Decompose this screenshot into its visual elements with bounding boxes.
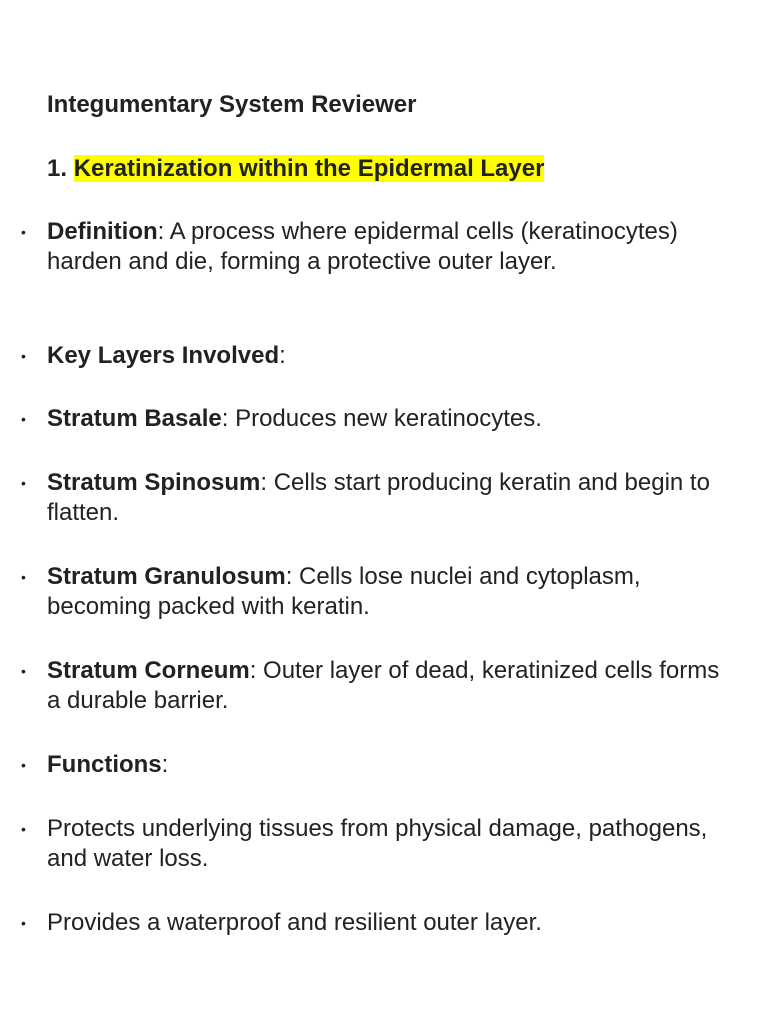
list-item-stratum-corneum [21, 656, 727, 716]
list-item-stratum-basale [21, 404, 727, 434]
list-item-functions [21, 750, 727, 780]
item-text: : [161, 751, 169, 778]
section-heading [47, 154, 544, 184]
item-text: Protects underlying tissues from physical damage, pathogens, and water loss. [47, 815, 708, 872]
bullet-icon: • [21, 411, 26, 427]
item-text: : [279, 342, 286, 369]
bullet-icon: • [21, 475, 26, 491]
section-title-highlighted: Keratinization within the Epidermal Layer [73, 155, 545, 182]
item-term: Stratum Corneum [47, 657, 250, 684]
list-item-definition [21, 217, 727, 277]
bullet-icon: • [21, 821, 26, 837]
bullet-icon: • [21, 224, 26, 240]
document-title: Integumentary System Reviewer [47, 91, 417, 118]
list-item-stratum-spinosum [21, 468, 727, 528]
bullet-icon: • [21, 757, 26, 773]
list-item-stratum-granulosum [21, 562, 727, 622]
item-text: : Produces new keratinocytes. [221, 405, 542, 432]
list-item-protects [21, 814, 727, 874]
bullet-icon: • [21, 915, 26, 931]
item-text: Provides a waterproof and resilient outer layer. [47, 909, 542, 936]
list-item-key-layers [21, 341, 727, 371]
list-item-waterproof [21, 908, 727, 938]
item-term: Stratum Spinosum [47, 469, 261, 496]
bullet-icon: • [21, 663, 26, 679]
bullet-icon: • [21, 348, 26, 364]
item-term: Functions [47, 751, 162, 778]
section-number: 1. [47, 155, 68, 182]
item-text: : Outer layer of dead, keratinized cells forms a durable barrier. [47, 657, 720, 714]
item-text: : Cells lose nuclei and cytoplasm, becoming packed with keratin. [47, 563, 641, 620]
item-text: : Cells start producing keratin and begin to flatten. [47, 469, 710, 526]
item-text: : A process where epidermal cells (keratinocytes) harden and die, forming a protective outer layer. [47, 218, 678, 275]
item-term: Stratum Basale [47, 405, 222, 432]
item-term: Definition [47, 218, 158, 245]
bullet-icon: • [21, 569, 26, 585]
item-term: Stratum Granulosum [47, 563, 286, 590]
item-term: Key Layers Involved [47, 342, 280, 369]
